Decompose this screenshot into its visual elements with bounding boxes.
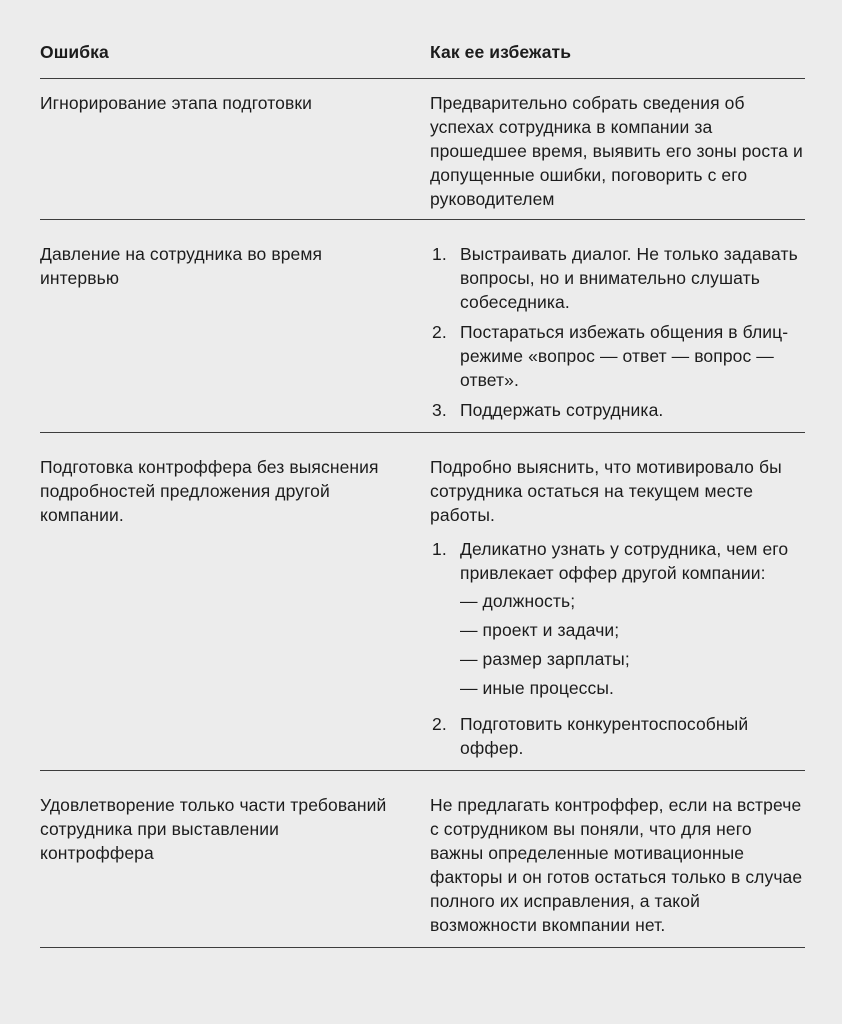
mistake-text: Давление на сотрудника во время интервью: [40, 244, 323, 288]
numbered-item: [430, 242, 803, 314]
item-text: [460, 537, 803, 706]
dash-item: — иные процессы.: [460, 678, 615, 698]
item-text: Поддержать сотрудника.: [460, 400, 664, 420]
item-marker: 1.: [432, 539, 447, 559]
table-row: [40, 433, 805, 771]
item-marker: 3.: [432, 400, 447, 420]
item-text: Постараться избежать общения в блиц-режиме «вопрос — ответ — вопрос — ответ».: [460, 322, 789, 390]
mistake-text: Удовлетворение только части требований сотрудника при выставлении контроффера: [40, 795, 387, 863]
numbered-item: [430, 537, 803, 706]
table-row: [40, 771, 805, 948]
table-row: [40, 220, 805, 433]
avoid-intro: Подробно выяснить, что мотивировало бы сотрудника остаться на текущем месте работы.: [430, 457, 782, 525]
item-marker: 2.: [432, 714, 447, 734]
mistake-text: Игнорирование этапа подготовки: [40, 93, 313, 113]
mistake-cell: [40, 91, 430, 211]
avoid-intro: Не предлагать контроффер, если на встрече с сотрудником вы поняли, что для него важны определенные мотивационные факторы и он готов остаться только в случае полного их исправления, а такой возможности вкомпании нет.: [430, 795, 803, 935]
dash-sublist: [460, 589, 803, 700]
numbered-item: [430, 712, 803, 760]
numbered-item: [430, 320, 803, 392]
numbered-item: [430, 398, 803, 422]
avoid-cell: [430, 91, 805, 211]
mistake-cell: [40, 242, 430, 422]
avoid-cell: [430, 242, 805, 422]
item-text: Подготовить конкурентоспособный оффер.: [460, 714, 749, 758]
avoid-cell: [430, 793, 805, 937]
header-mistake: Ошибка: [40, 42, 109, 62]
table-header-row: [40, 40, 805, 79]
item-text-main: Деликатно узнать у сотрудника, чем его привлекает оффер другой компании:: [460, 539, 789, 583]
header-avoid: Как ее избежать: [430, 42, 572, 62]
dash-item: — должность;: [460, 591, 576, 611]
item-marker: 2.: [432, 322, 447, 342]
dash-item: — проект и задачи;: [460, 620, 620, 640]
item-marker: 1.: [432, 244, 447, 264]
mistake-text: Подготовка контроффера без выяснения подробностей предложения другой компании.: [40, 457, 379, 525]
item-text: Выстраивать диалог. Не только задавать вопросы, но и внимательно слушать собеседника.: [460, 244, 798, 312]
mistake-cell: [40, 455, 430, 760]
table-row: [40, 79, 805, 220]
mistake-cell: [40, 793, 430, 937]
avoid-intro: Предварительно собрать сведения об успехах сотрудника в компании за прошедшее время, выявить его зоны роста и допущенные ошибки, поговорить с его руководителем: [430, 93, 803, 209]
dash-item: — размер зарплаты;: [460, 649, 630, 669]
avoid-cell: [430, 455, 805, 760]
